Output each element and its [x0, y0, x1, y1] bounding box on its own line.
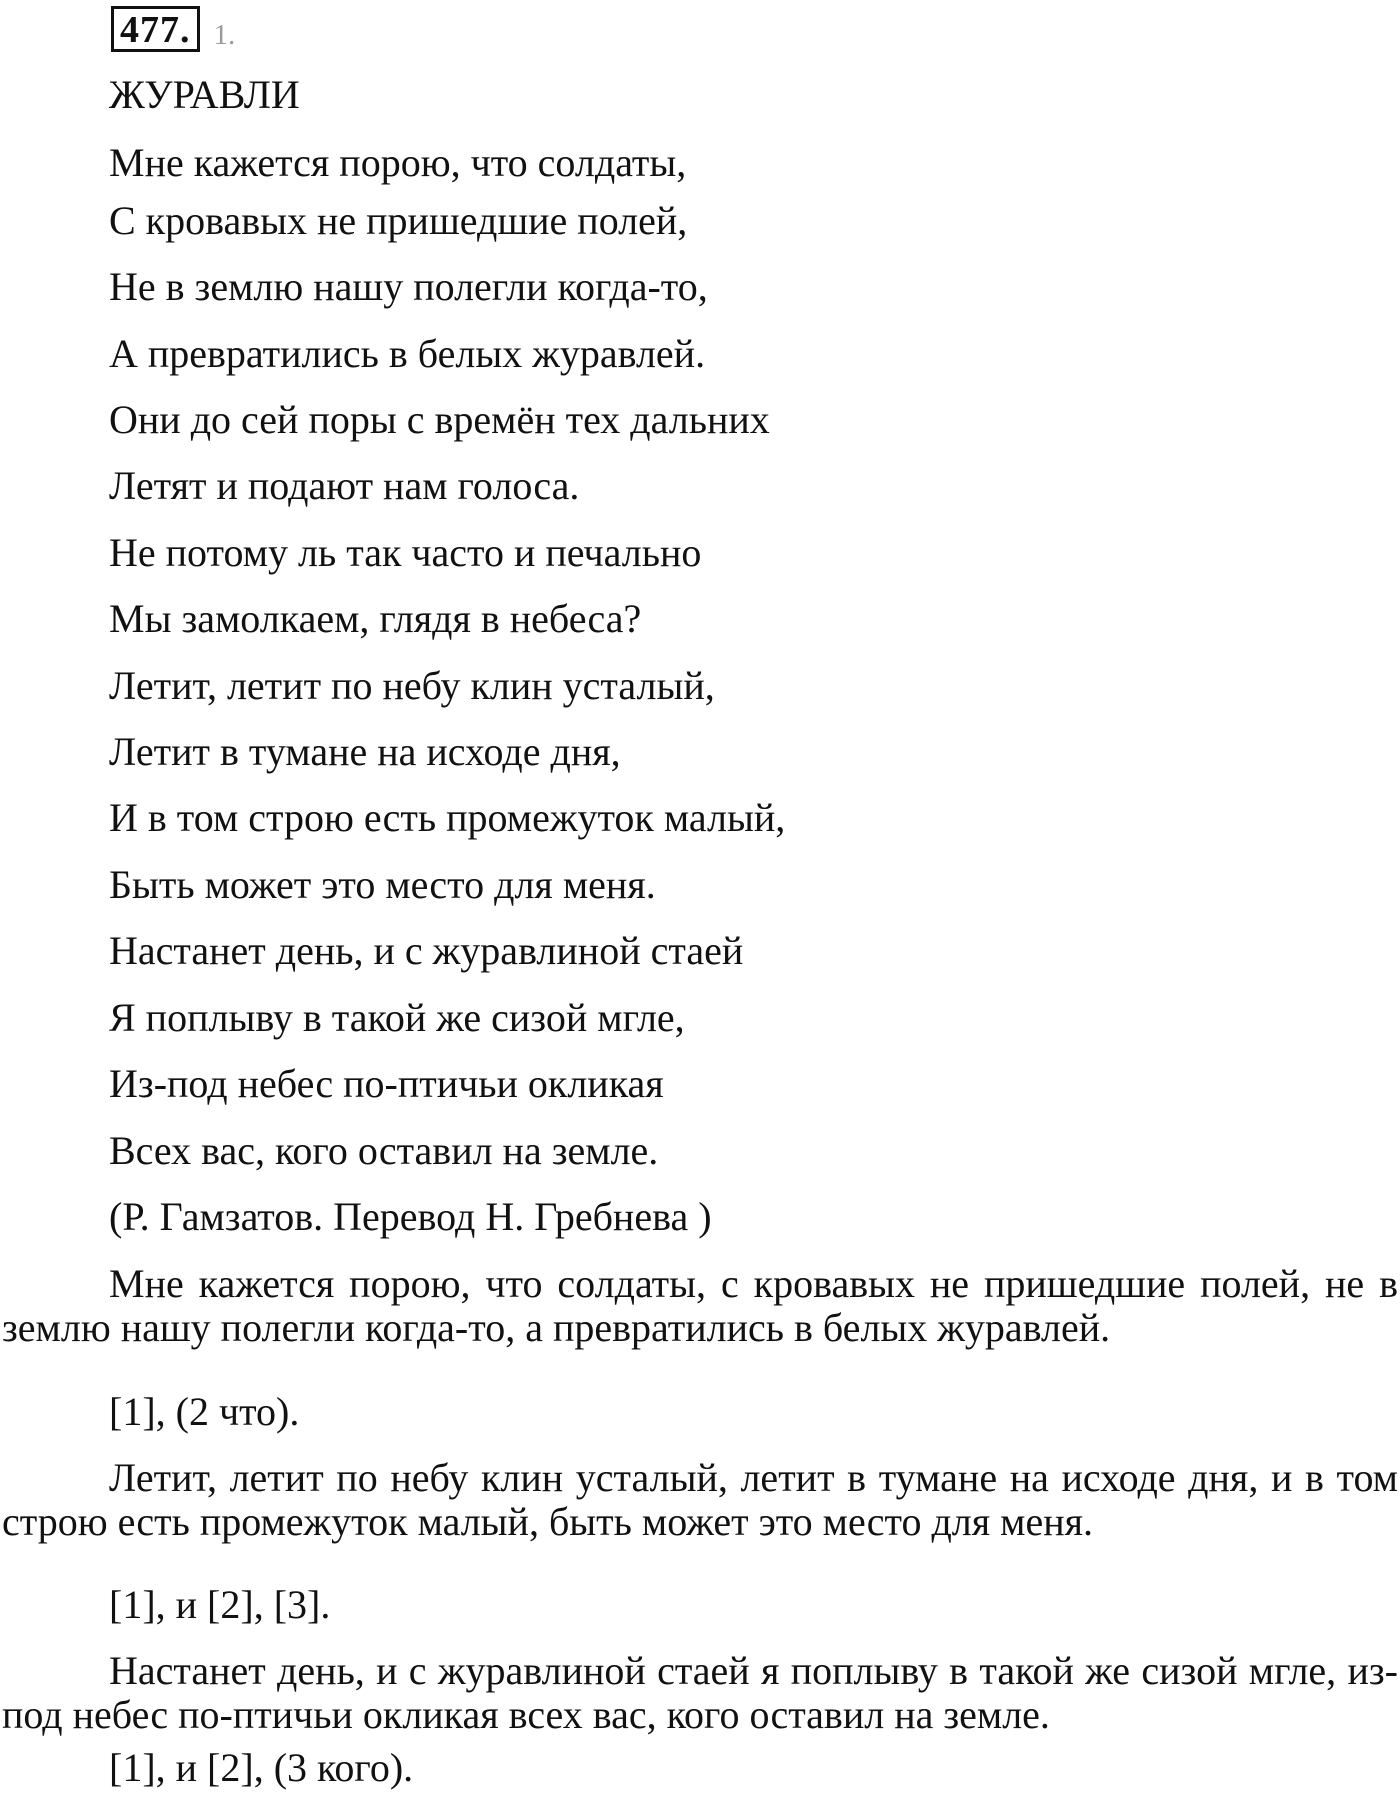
- poem-line: Всех вас, кого оставил на земле.: [109, 1128, 659, 1173]
- poem-line: Быть может это место для меня.: [109, 862, 656, 907]
- poem-line: Я поплыву в такой же сизой мгле,: [109, 995, 685, 1040]
- poem-line: Летят и подают нам голоса.: [109, 463, 580, 508]
- sentence-scheme: [1], и [2], [3].: [109, 1582, 331, 1627]
- poem-line: Из-под небес по-птичьи окликая: [109, 1061, 664, 1106]
- analysis-sentence: Летит, летит по небу клин усталый, летит в тумане на исходе дня, и в том строю есть промежуток малый, быть может это место для меня.: [2, 1455, 1398, 1544]
- poem-line: Мы замолкаем, глядя в небеса?: [109, 596, 642, 641]
- poem-line: А превратились в белых журавлей.: [109, 331, 706, 376]
- sub-task-number: 1.: [213, 19, 236, 51]
- poem-line: И в том строю есть промежуток малый,: [109, 795, 786, 840]
- poem-line: Не в землю нашу полегли когда-то,: [109, 264, 708, 309]
- poem-line: Они до сей поры с времён тех дальних: [109, 397, 770, 442]
- poem-line: Летит, летит по небу клин усталый,: [109, 663, 715, 708]
- analysis-sentence: Настанет день, и с журавлиной стаей я поплыву в такой же сизой мгле, из-под небес по-птичьи окликая всех вас, кого оставил на земле.: [2, 1648, 1398, 1737]
- poem-title: ЖУРАВЛИ: [109, 72, 300, 117]
- exercise-number-box: 477.: [111, 6, 200, 52]
- poem-line: Настанет день, и с журавлиной стаей: [109, 928, 744, 973]
- poem-attribution: (Р. Гамзатов. Перевод Н. Гребнева ): [109, 1194, 712, 1239]
- poem-line: Не потому ль так часто и печально: [109, 530, 702, 575]
- poem-line: С кровавых не пришедшие полей,: [109, 198, 688, 243]
- sentence-scheme: [1], и [2], (3 кого).: [109, 1745, 414, 1790]
- poem-line: Мне кажется порою, что солдаты,: [109, 140, 687, 185]
- exercise-header: [111, 4, 235, 52]
- poem-line: Летит в тумане на исходе дня,: [109, 729, 621, 774]
- sentence-scheme: [1], (2 что).: [109, 1389, 300, 1434]
- analysis-sentence: Мне кажется порою, что солдаты, с кровавых не пришедшие полей, не в землю нашу полегли когда-то, а превратились в белых журавлей.: [2, 1261, 1398, 1350]
